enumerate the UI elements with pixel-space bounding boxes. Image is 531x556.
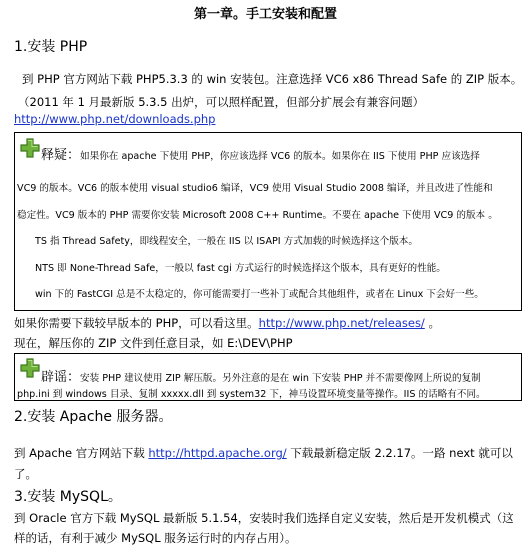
plus-icon — [19, 358, 41, 378]
php-download-link-text[interactable]: http://www.php.net/downloads.php — [14, 112, 216, 126]
apache-paragraph: 到 Apache 官方网站下载 http://httpd.apache.org/ 下载最新稳定版 2.2.17。一路 next 就可以 — [14, 446, 513, 460]
section-heading-mysql: 3.安装 MySQL。 — [14, 489, 122, 505]
note-line-6: win 下的 FastCGI 总是不太稳定的，你可能需要打一些补丁或配合其他组件，或者在 Linux 下会好一些。 — [35, 289, 484, 300]
php-unzip-paragraph: 现在，解压你的 ZIP 文件到任意目录，如 E:\DEV\PHP — [14, 336, 293, 350]
note-box-explanation — [14, 132, 522, 311]
section-heading-apache: 2.安装 Apache 服务器。 — [14, 409, 173, 425]
note2-line-2: php.ini 到 windows 目录、复制 xxxxx.dll 到 system32 下，神马设置环境变量等操作。IIS 的话略有不同。 — [17, 389, 486, 400]
mysql-paragraph-2: 样的话，有利于减少 MySQL 服务运行时的内存占用）。 — [14, 531, 297, 545]
php-paragraph-2: （2011 年 1 月最新版 5.3.5 出炉，可以照样配置，但部分扩展会有兼容问题） — [18, 95, 425, 109]
php-download-link[interactable] — [14, 112, 215, 126]
note-line-5: NTS 即 None-Thread Safe，一般以 fast cgi 方式运行的时候选择这个版本，具有更好的性能。 — [35, 263, 446, 274]
note2-line-1: 安装 PHP 建议使用 ZIP 解压版。另外注意的是在 win 下安装 PHP 并不需要像网上所说的复制 — [80, 373, 481, 384]
note-line-1: 如果你在 apache 下使用 PHP，你应该选择 VC6 的版本。如果你在 IIS 下使用 PHP 应该选择 — [80, 151, 480, 162]
php-older-versions: 如果你需要下载较早版本的 PHP，可以看这里。http://www.php.net/releases/ 。 — [14, 316, 440, 330]
apache-paragraph-end: 了。 — [14, 467, 37, 481]
chapter-title: 第一章。手工安装和配置 — [193, 7, 337, 22]
note-line-4: TS 指 Thread Safety，即线程安全，一般在 IIS 以 ISAPI 方式加载的时候选择这个版本。 — [35, 236, 418, 247]
plus-icon — [19, 138, 41, 158]
mysql-paragraph-1: 到 Oracle 官方下载 MySQL 最新版 5.1.54，安装时我们选择自定义安装，然后是开发机模式（这 — [14, 511, 514, 525]
section-heading-php: 1.安装 PHP — [14, 39, 88, 55]
php-releases-link[interactable]: http://www.php.net/releases/ — [258, 316, 425, 330]
apache-link[interactable]: http://httpd.apache.org/ — [148, 446, 287, 460]
note-line-3: 稳定性。VC9 版本的 PHP 需要你安装 Microsoft 2008 C++ Runtime。不要在 apache 下使用 VC9 的版本 。 — [17, 210, 498, 221]
note-lead: 释疑： — [41, 148, 81, 163]
note-box-rumor — [14, 353, 522, 401]
php-paragraph-1: 到 PHP 官方网站下载 PHP5.3.3 的 win 安装包。注意选择 VC6 x86 Thread Safe 的 ZIP 版本。 — [22, 72, 523, 86]
note-line-2: VC9 的版本。VC6 的版本使用 visual studio6 编译，VC9 使用 Visual Studio 2008 编译，并且改进了性能和 — [17, 183, 493, 194]
note2-lead: 辟谣： — [41, 370, 81, 385]
